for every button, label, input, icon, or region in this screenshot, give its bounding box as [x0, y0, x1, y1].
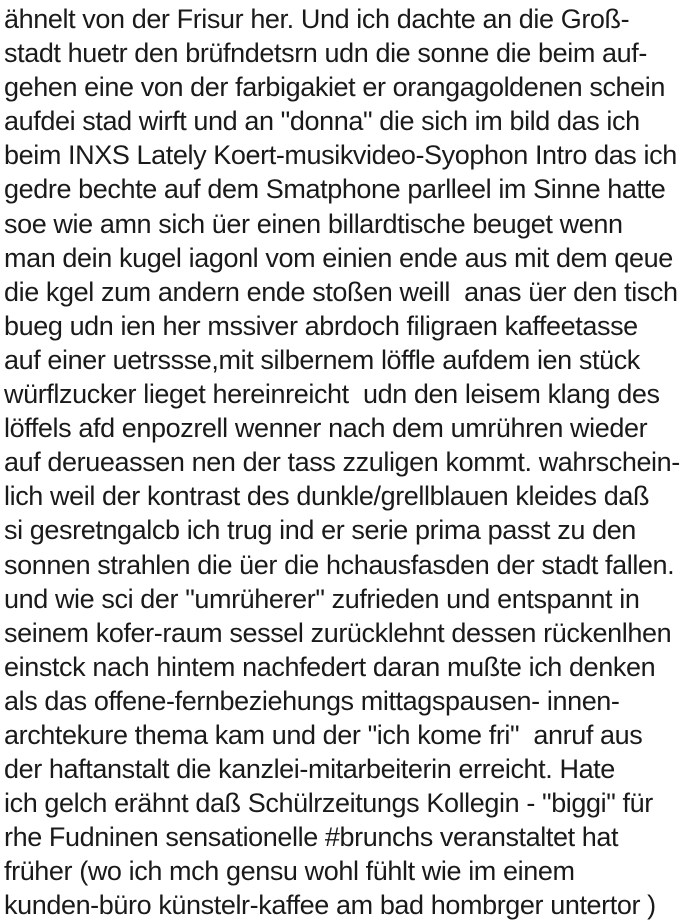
text-line: gehen eine von der farbigakiet er orangagoldenen schein [4, 72, 666, 103]
text-line: würflzucker lieget hereinreicht udn den leisem klang des [4, 379, 660, 410]
text-line: löffels afd enpozrell wenner nach dem umrühren wieder [4, 413, 648, 444]
text-line: der haftanstalt die kanzlei-mitarbeiterin erreicht. Hate [4, 754, 615, 785]
text-line: rhe Fudninen sensationelle #brunchs veranstaltet hat [4, 822, 619, 853]
text-line: auf einer uetrssse,mit silbernem löffle aufdem ien stück [4, 344, 640, 375]
text-line: lich weil der kontrast des dunkle/grellblauen kleides daß [4, 481, 650, 512]
text-line: si gesretngalcb ich trug ind er serie prima passt zu den [4, 515, 636, 546]
text-line: stadt huetr den brüfndetsrn udn die sonne die beim auf- [4, 38, 647, 69]
text-line: als das offene-fernbeziehungs mittagspausen- innen- [4, 685, 620, 716]
text-line: kunden-büro künstelr-kaffee am bad hombrger untertor ) [4, 890, 656, 920]
text-line: früher (wo ich mch gensu wohl fühlt wie im einem [4, 856, 575, 887]
paragraph-text [4, 2, 684, 920]
text-line: sonnen strahlen die üer die hchausfasden der stadt fallen. [4, 549, 675, 580]
text-line: aufdei stad wirft und an "donna" die sich im bild das ich [4, 106, 640, 137]
text-line: soe wie amn sich üer einen billardtische beuget wenn [4, 208, 623, 239]
text-line: einstck nach hintem nachfedert daran mußte ich denken [4, 651, 656, 682]
text-line: ähnelt von der Frisur her. Und ich dachte an die Groß- [4, 4, 630, 34]
text-line: archtekure thema kam und der "ich kome fri" anruf aus [4, 719, 643, 750]
text-line: seinem kofer-raum sessel zurücklehnt dessen rückenlhen [4, 617, 672, 648]
text-line: gedre bechte auf dem Smatphone parlleel im Sinne hatte [4, 174, 666, 205]
text-line: beim INXS Lately Koert-musikvideo-Syophon Intro das ich [4, 140, 677, 171]
text-line: und wie sci der "umrüherer" zufrieden und entspannt in [4, 583, 640, 614]
text-line: die kgel zum andern ende stoßen weill anas üer den tisch [4, 276, 678, 307]
text-line: bueg udn ien her mssiver abrdoch filigraen kaffeetasse [4, 310, 638, 341]
text-line: ich gelch erähnt daß Schülrzeitungs Kollegin - "biggi" für [4, 788, 653, 819]
text-line: man dein kugel iagonl vom einien ende aus mit dem qeue [4, 242, 673, 273]
text-line: auf derueassen nen der tass zzuligen kommt. wahrschein- [4, 447, 680, 478]
